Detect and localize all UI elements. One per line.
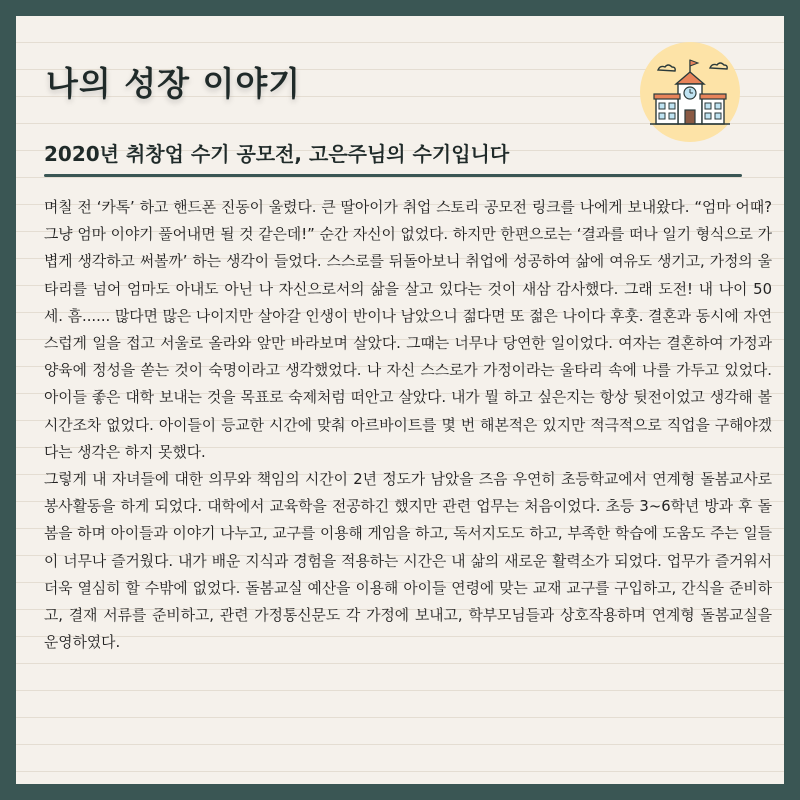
paragraph-1: 며칠 전 ‘카톡’ 하고 핸드폰 진동이 울렸다. 큰 딸아이가 취업 스토리 공모전 링크를 나에게 보내왔다. “엄마 어때? 그냥 엄마 이야기 풀어내면 될 것 같은데!” 순간 자신이 없었다. 하지만 한편으로는 ‘결과를 떠나 일기 형식으로 가볍게 생각하고 써볼까’ 하는 생각이 들었다. 스스로를 뒤돌아보니 취업에 성공하여 삶에 여유도 생기고, 가정의 울타리를 넘어 엄마도 아내도 아닌 나 자신으로서의 삶을 살고 있다는 것이 새삼 감사했다. 그래 도전! 내 나이 50세. 흠...... 많다면 많은 나이지만 살아갈 인생이 반이나 남았으니 젊다면 또 젊은 나이다 후훗. 결혼과 동시에 자연스럽게 일을 접고 서울로 올라와 앞만 바라보며 살았다. 그때는 너무나 당연한 일이었다. 여자는 결혼하여 가정과 양육에 정성을 쏟는 것이 숙명이라고 생각했었다. 나 자신 스스로가 가정이라는 울타리 속에 나를 가두고 있었다. 아이들 좋은 대학 보내는 것을 목표로 숙제처럼 떠안고 살았다. 내가 뭘 하고 싶은지는 항상 뒷전이었고 생각해 볼 시간조차 없었다. 아이들이 등교한 시간에 맞춰 아르바이트를 몇 번 해본적은 있지만 적극적으로 직업을 구해야겠다는 생각은 하지 못했다. (44, 199, 772, 461)
subtitle: 2020년 취창업 수기 공모전, 고은주님의 수기입니다 (44, 142, 510, 166)
school-building-icon (640, 42, 740, 142)
story-body (44, 194, 772, 656)
page-title: 나의 성장 이야기 (46, 64, 302, 103)
paragraph-2: 그렇게 내 자녀들에 대한 의무와 책임의 시간이 2년 정도가 남았을 즈음 우연히 초등학교에서 연계형 돌봄교사로 봉사활동을 하게 되었다. 대학에서 교육학을 전공하긴 했지만 관련 업무는 처음이었다. 초등 3~6학년 방과 후 돌봄을 하며 아이들과 이야기 나누고, 교구를 이용해 게임을 하고, 독서지도도 하고, 부족한 학습에 도움도 주는 일들이 너무나 즐거웠다. 내가 배운 지식과 경험을 적용하는 시간은 내 삶의 새로운 활력소가 되었다. 업무가 즐거워서 더욱 열심히 할 수밖에 없었다. 돌봄교실 예산을 이용해 아이들 연령에 맞는 교재 교구를 구입하고, 간식을 준비하고, 결재 서류를 준비하고, 관련 가정통신문도 각 가정에 보내고, 학부모님들과 상호작용하며 연계형 돌봄교실을 운영하였다. (44, 471, 772, 652)
story-card (16, 16, 784, 784)
title-divider (44, 174, 742, 177)
